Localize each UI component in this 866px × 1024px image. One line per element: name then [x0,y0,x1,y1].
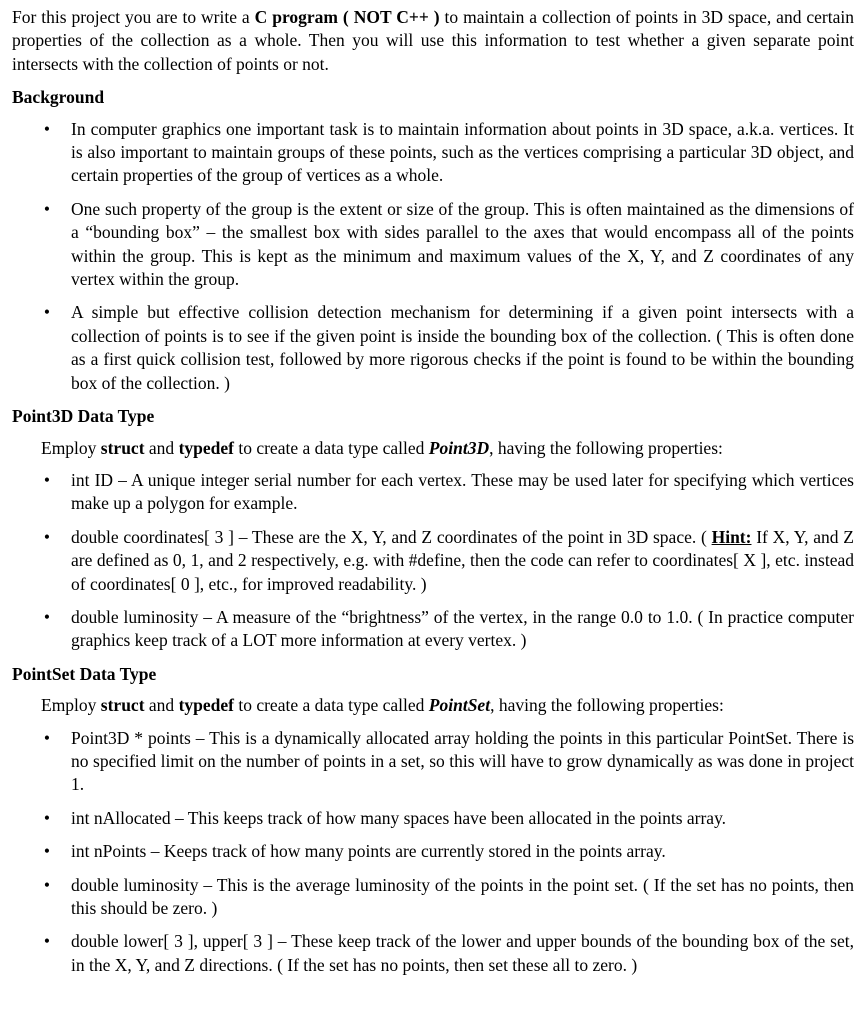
list-item [12,807,854,830]
list-item [12,727,854,797]
list-item-text: In computer graphics one important task is to maintain information about points in 3D space, a.k.a. vertices. It is also important to maintain groups of these points, such as the vertices comprising a particular 3D object, and certain properties of the group of vertices as a whole. [71,118,854,186]
list-item-text: Point3D * points – This is a dynamically allocated array holding the points in this particular PointSet. There is no specified limit on the number of points in a set, so this will have to grow dynamically as was done in project 1. [71,727,854,795]
list-item-text: One such property of the group is the extent or size of the group. This is often maintained as the dimensions of a “bounding box” – the smallest box with sides parallel to the axes that would encompass all of the points within the group. This is kept as the minimum and maximum values of the X, Y, and Z coordinates of any vertex within the group. [71,198,854,290]
bullet-icon: • [43,198,51,219]
point3d-heading: Point3D Data Type [12,406,155,427]
point3d-list [12,469,854,653]
list-item [12,840,854,863]
lead-text: Employ [41,437,101,458]
keyword-struct: struct [100,695,145,716]
keyword-typedef: typedef [178,695,234,716]
keyword-typedef: typedef [178,437,234,458]
hint-label: Hint: [711,526,752,547]
intro-text: For this project you are to write a [12,7,255,27]
lead-text: to create a data type called [233,695,429,716]
list-item-text: double luminosity – This is the average luminosity of the points in the point set. ( If the set has no points, then this should be zero. ) [71,874,854,918]
bullet-icon: • [43,727,51,748]
list-item [12,301,854,395]
bullet-icon: • [43,931,51,952]
list-item-text: double coordinates[ 3 ] – These are the X, Y, and Z coordinates of the point in 3D space. ( [71,526,712,547]
list-item [12,930,854,977]
pointset-lead [41,694,854,717]
bullet-icon: • [43,302,51,323]
bullet-icon: • [43,606,51,627]
pointset-list [12,727,854,978]
list-item [12,606,854,653]
bullet-icon: • [43,807,51,828]
lead-text: to create a data type called [233,437,429,458]
type-name: PointSet [428,695,491,716]
type-name: Point3D [428,437,490,458]
lead-text: and [144,695,179,716]
list-item [12,874,854,921]
lead-text: Employ [41,695,101,716]
intro-paragraph [12,6,854,76]
list-item [12,198,854,292]
list-item-text: A simple but effective collision detection mechanism for determining if a given point intersects with a collection of points is to see if the given point is inside the bounding box of the collection. ( This is often done as a first quick collision test, followed by more rigorous checks if the point is found to be within the bounding box of the collection. ) [71,302,854,393]
pointset-heading: PointSet Data Type [12,663,157,684]
bullet-icon: • [43,874,51,895]
list-item-text: int nAllocated – This keeps track of how many spaces have been allocated in the points array. [71,807,727,828]
list-item-text: int nPoints – Keeps track of how many points are currently stored in the points array. [71,841,666,862]
keyword-struct: struct [100,437,145,458]
lead-text: , having the following properties: [489,437,723,458]
list-item [12,526,854,596]
bullet-icon: • [43,526,51,547]
intro-text: to maintain a collection of points in 3D space, and certain properties of the collection as a whole. Then you will use this information to test whether a given separate point intersects with the collection of points or not. [12,7,854,74]
bullet-icon: • [43,118,51,139]
list-item [12,469,854,516]
list-item [12,118,854,188]
point3d-lead [41,437,854,460]
bullet-icon: • [43,469,51,490]
lead-text: and [144,437,179,458]
list-item-text: If X, Y, and Z are defined as 0, 1, and 2 respectively, e.g. with #define, then the code can refer to coordinates[ X ], etc. instead of coordinates[ 0 ], etc., for improved readability. ) [71,526,854,594]
list-item-text: double luminosity – A measure of the “brightness” of the vertex, in the range 0.0 to 1.0. ( In practice computer graphics keep track of a LOT more information at every vertex. ) [71,606,854,651]
lead-text: , having the following properties: [490,695,724,716]
background-heading: Background [12,87,105,108]
list-item-text: double lower[ 3 ], upper[ 3 ] – These keep track of the lower and upper bounds of the bounding box of the set, in the X, Y, and Z directions. ( If the set has no points, then set these all to zero. ) [71,931,854,975]
background-list [12,118,854,395]
intro-emphasis: C program ( NOT C++ ) [254,7,440,27]
list-item-text: int ID – A unique integer serial number for each vertex. These may be used later for specifying which vertices make up a polygon for example. [71,469,854,514]
bullet-icon: • [43,841,51,862]
